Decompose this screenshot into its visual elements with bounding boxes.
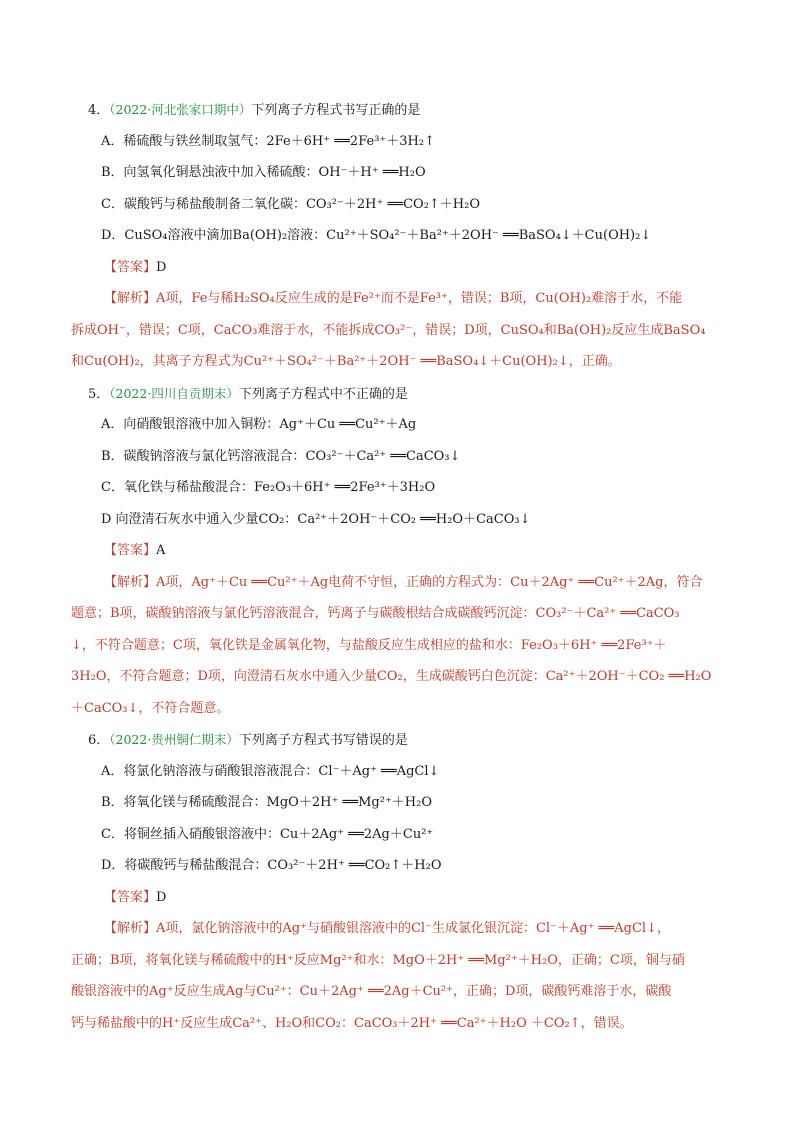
- answer-value: A: [156, 543, 166, 558]
- answer-line: [104, 542, 165, 560]
- option-a: A．稀硫酸与铁丝制取氢气：2Fe＋6H⁺ ══2Fe³⁺＋3H₂↑: [101, 134, 435, 149]
- answer-line: [104, 259, 166, 277]
- option-c: C．将铜丝插入硝酸银溶液中：Cu＋2Ag⁺ ══2Ag＋Cu²⁺: [101, 827, 434, 842]
- question-6-stem: [88, 731, 408, 750]
- question-number: 4．: [88, 103, 110, 118]
- option-d: D．将碳酸钙与稀盐酸混合：CO₃²⁻＋2H⁺ ══CO₂↑＋H₂O: [101, 858, 442, 873]
- answer-label: 【答案】: [104, 543, 157, 558]
- option-b: B．将氧化镁与稀硫酸混合：MgO＋2H⁺ ══Mg²⁺＋H₂O: [101, 795, 433, 810]
- question-text: 下列离子方程式中不正确的是: [238, 387, 408, 402]
- answer-line: [104, 889, 166, 907]
- analysis-text: A项，Fe与稀H₂SO₄反应生成的是Fe²⁺而不是Fe³⁺，错误；B项，Cu(OH)₂难溶于水，不能: [156, 291, 683, 306]
- option-c: C．氧化铁与稀盐酸混合：Fe₂O₃＋6H⁺ ══2Fe³⁺＋3H₂O: [101, 480, 436, 495]
- question-source: （2022·河北张家口期中）: [109, 102, 252, 117]
- option-d: D 向澄清石灰水中通入少量CO₂：Ca²⁺＋2OH⁻＋CO₂ ══H₂O＋CaCO₃↓: [101, 512, 531, 527]
- analysis-line: [71, 290, 723, 308]
- analysis-line: 和Cu(OH)₂，其离子方程式为Cu²⁺＋SO₄²⁻＋Ba²⁺＋2OH⁻ ══BaSO₄↓＋Cu(OH)₂↓，正确。: [71, 354, 621, 369]
- option-b: B．碳酸钠溶液与氯化钙溶液混合：CO₃²⁻＋Ca²⁺ ══CaCO₃↓: [101, 449, 461, 464]
- question-source: （2022·贵州铜仁期末）: [109, 732, 239, 747]
- question-5-stem: [88, 385, 408, 404]
- analysis-text: A项，Ag⁺＋Cu ══Cu²⁺＋Ag电荷不守恒，正确的方程式为：Cu＋2Ag⁺ ══Cu²⁺＋2Ag，符合: [156, 575, 703, 590]
- analysis-line: 酸银溶液中的Ag⁺反应生成Ag与Cu²⁺：Cu＋2Ag⁺ ══2Ag＋Cu²⁺，正确；D项，碳酸钙难溶于水，碳酸: [71, 984, 672, 999]
- question-source: （2022·四川自贡期末）: [109, 386, 239, 401]
- question-number: 5．: [88, 387, 110, 402]
- analysis-text: A项，氯化钠溶液中的Ag⁺与硝酸银溶液中的Cl⁻生成氯化银沉淀：Cl⁻＋Ag⁺ ══AgCl↓，: [156, 921, 670, 936]
- question-4-stem: [88, 101, 420, 120]
- analysis-line: [71, 920, 723, 938]
- answer-value: D: [156, 890, 167, 905]
- option-a: A．将氯化钠溶液与硝酸银溶液混合：Cl⁻＋Ag⁺ ══AgCl↓: [101, 764, 440, 779]
- analysis-label: 【解析】: [104, 921, 157, 936]
- analysis-line: 正确；B项，将氧化镁与稀硫酸中的H⁺反应Mg²⁺和水：MgO＋2H⁺ ══Mg²⁺＋H₂O，正确；C项，铜与硝: [71, 953, 685, 968]
- analysis-line: 题意；B项，碳酸钠溶液与氯化钙溶液混合，钙离子与碳酸根结合成碳酸钙沉淀：CO₃²⁻＋Ca²⁺ ══CaCO₃: [71, 606, 680, 621]
- analysis-line: ↓，不符合题意；C项，氧化铁是金属氧化物，与盐酸反应生成相应的盐和水：Fe₂O₃＋6H⁺ ══2Fe³⁺＋: [71, 638, 667, 653]
- answer-label: 【答案】: [104, 890, 157, 905]
- analysis-line: 3H₂O，不符合题意；D项，向澄清石灰水中通入少量CO₂，生成碳酸钙白色沉淀：Ca²⁺＋2OH⁻＋CO₂ ══H₂O: [71, 669, 712, 684]
- analysis-label: 【解析】: [104, 291, 157, 306]
- question-text: 下列离子方程式书写错误的是: [238, 733, 408, 748]
- answer-value: D: [156, 260, 167, 275]
- analysis-line: [71, 574, 723, 592]
- analysis-label: 【解析】: [104, 575, 157, 590]
- option-b: B．向氢氧化铜悬浊液中加入稀硫酸：OH⁻＋H⁺ ══H₂O: [101, 165, 426, 180]
- analysis-line: 钙与稀盐酸中的H⁺反应生成Ca²⁺、H₂O和CO₂：CaCO₃＋2H⁺ ══Ca²⁺＋H₂O ＋CO₂↑，错误。: [71, 1016, 633, 1031]
- option-a: A．向硝酸银溶液中加入铜粉：Ag⁺＋Cu ══Cu²⁺＋Ag: [101, 417, 417, 432]
- option-c: C．碳酸钙与稀盐酸制备二氧化碳：CO₃²⁻＋2H⁺ ══CO₂↑＋H₂O: [101, 197, 481, 212]
- question-number: 6．: [88, 733, 110, 748]
- analysis-line: 拆成OH⁻，错误；C项，CaCO₃难溶于水，不能拆成CO₃²⁻，错误；D项，CuSO₄和Ba(OH)₂反应生成BaSO₄: [71, 323, 706, 338]
- answer-label: 【答案】: [104, 260, 157, 275]
- option-d: D．CuSO₄溶液中滴加Ba(OH)₂溶液：Cu²⁺＋SO₄²⁻＋Ba²⁺＋2OH⁻ ══BaSO₄↓＋Cu(OH)₂↓: [101, 228, 652, 243]
- analysis-line: ＋CaCO₃↓，不符合题意。: [71, 701, 230, 716]
- question-text: 下列离子方程式书写正确的是: [251, 103, 421, 118]
